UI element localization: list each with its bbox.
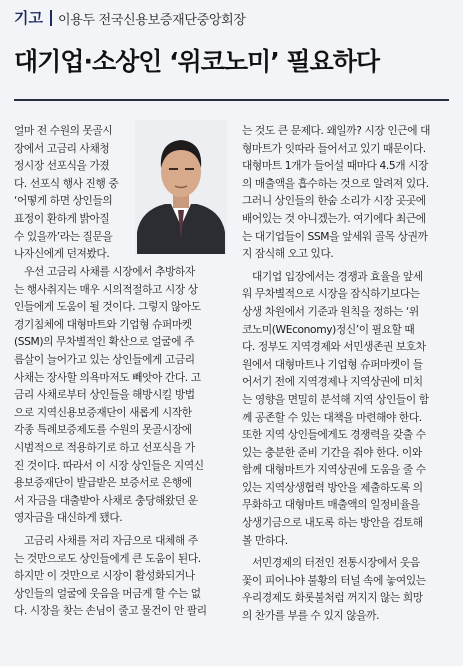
paragraph-2	[14, 263, 232, 527]
text-line: 서 자금을 대출받아 사채로 충당해왔던 운	[14, 493, 198, 507]
text-line: 배어있는 것 아니겠는가. 여기에다 최근에	[242, 211, 426, 225]
text-line: 우선 고금리 사채를 시장에서 추방하자	[24, 265, 195, 278]
text-line: 으로 지역신용보증재단이 새롭게 시작한	[14, 405, 192, 419]
text-line: (SSM)의 무차별적인 확산으로 얼굴에 주	[14, 335, 195, 349]
text-line: 어서기 전에 지역경제나 지역상권에 미치	[242, 375, 423, 389]
text-line: 또한 지역 상인들에게도 경쟁력을 갖출 수	[242, 428, 426, 442]
text-line: 코노미(WEconomy)정신’이 필요할 때	[242, 322, 415, 336]
paragraph-5	[242, 268, 454, 550]
text-line: 원에서 대형마트나 기업형 슈퍼마켓이 들	[242, 357, 423, 371]
text-line: 시범적으로 적용하기로 하고 선포식을 가	[14, 440, 195, 454]
text-line: 금리 사채로부터 상인들을 해방시킬 방법	[14, 388, 195, 402]
paragraph-intro	[14, 122, 131, 263]
text-line: 용보증재단이 발급받은 보증서로 은행에	[14, 476, 192, 490]
text-line: 하지만 이 것만으로 시장이 활성화되거나	[14, 569, 195, 583]
text-line: 의 매출액을 흡수하는 것으로 알려져 있다.	[242, 176, 429, 190]
text-line: 영자금을 대신하게 됐다.	[14, 511, 123, 525]
text-line: 는 영향을 면밀히 분석해 지역 상인들이 함	[242, 392, 429, 406]
article-kicker	[14, 7, 246, 29]
text-line: 장에서 고금리 사채청	[14, 141, 110, 155]
text-line: 정시장 선포식을 가졌	[14, 159, 110, 173]
text-line: 그러니 상인들의 한숨 소리가 시장 곳곳에	[242, 194, 426, 208]
column-right	[242, 122, 454, 625]
text-line: 상생기금으로 내도록 하는 방안을 검토해	[242, 516, 423, 530]
text-line: 다. 선포식 행사 진행 중	[14, 176, 119, 190]
paragraph-4	[242, 122, 454, 263]
text-line: 대형마트 1개가 들어설 때마다 4.5개 시장	[242, 159, 429, 173]
text-line: 있는 충분한 준비 기간을 줘야 한다. 이와	[242, 445, 422, 459]
text-line: 진 것이다. 따라서 이 시장 상인들은 지역신	[14, 458, 204, 472]
section-tag: 기고	[14, 10, 52, 26]
text-line: 께 공존할 수 있는 대책을 마련해야 한다.	[242, 410, 422, 424]
text-line: 다. 시장을 찾는 손님이 줄고 물건이 안 팔리	[14, 604, 207, 618]
paragraph-3	[14, 532, 232, 620]
text-line: 함께 대형마트가 지역상권에 도움을 줄 수	[242, 463, 426, 477]
text-line: 의 찬가를 부를 수 있지 않을까.	[242, 609, 380, 623]
text-line: 있는 지역상생협력 방안을 제출하도록 의	[242, 480, 423, 494]
text-line: 는 대기업들이 SSM을 앞세워 골목 상권까	[242, 229, 428, 243]
text-line: 고금리 사채를 저리 자금으로 대체해 주	[24, 533, 198, 547]
text-line: 상인들의 얼굴에 웃음을 머금게 할 수는 없	[14, 586, 201, 600]
author-line: 이용두 전국신용보증재단중앙회장	[57, 12, 246, 28]
text-line: 표정이 환하게 밝아질	[14, 211, 110, 225]
text-line: 각종 특례보증제도를 수원의 못골시장에	[14, 423, 192, 437]
text-line: 볼 만하다.	[242, 533, 288, 547]
text-line: 워 무차별적으로 시장을 잠식하기보다는	[242, 287, 420, 301]
text-line: 는 것만으로도 상인들에게 큰 도움이 된다.	[14, 551, 201, 565]
article-headline: 대기업·소상인 ‘위코노미’ 필요하다	[14, 47, 379, 76]
text-line: 사채는 장사할 의욕마저도 빼앗아 간다. 고	[14, 370, 201, 384]
column-left-main	[14, 263, 232, 620]
author-portrait	[135, 120, 227, 254]
text-line: 다. 정부도 지역경제와 서민생존권 보호차	[242, 340, 426, 354]
text-line: 는 것도 큰 문제다. 왜일까? 시장 인근에 대	[242, 124, 431, 137]
text-line: 무화하고 대형마트 매출액의 일정비율을	[242, 498, 420, 512]
text-line: 수 있을까’라는 질문을	[14, 229, 113, 243]
text-line: 는 행사취지는 매우 시의적절하고 시장 상	[14, 282, 198, 296]
headline-divider	[14, 99, 449, 101]
text-line: 서민경제의 터전인 전통시장에서 웃음	[252, 556, 420, 570]
paragraph-6	[242, 554, 454, 624]
text-line: 나자신에게 던져봤다.	[14, 247, 110, 261]
column-left-top	[14, 122, 131, 263]
text-line: 경기침체에 대형마트와 기업형 슈퍼마켓	[14, 317, 192, 331]
text-line: 우리경제도 화롯불처럼 꺼지지 않는 희망	[242, 591, 423, 605]
text-line: 대기업 입장에서는 경쟁과 효율을 앞세	[252, 269, 423, 283]
text-line: 지 잠식해 오고 있다.	[242, 247, 334, 261]
text-line: 꽃이 피어나야 불황의 터널 속에 놓여있는	[242, 573, 426, 587]
text-line: 형마트가 잇따라 들어서고 있기 때문이다.	[242, 141, 426, 155]
text-line: ‘어떻게 하면 상인들의	[14, 194, 113, 208]
text-line: 인들에게 도움이 될 것이다. 그렇지 않아도	[14, 300, 201, 314]
text-line: 상생 차원에서 기준과 원칙을 정하는 ‘위	[242, 304, 419, 318]
text-line: 얼마 전 수원의 못골시	[14, 124, 113, 137]
text-line: 름살이 늘어가고 있는 상인들에게 고금리	[14, 352, 195, 366]
